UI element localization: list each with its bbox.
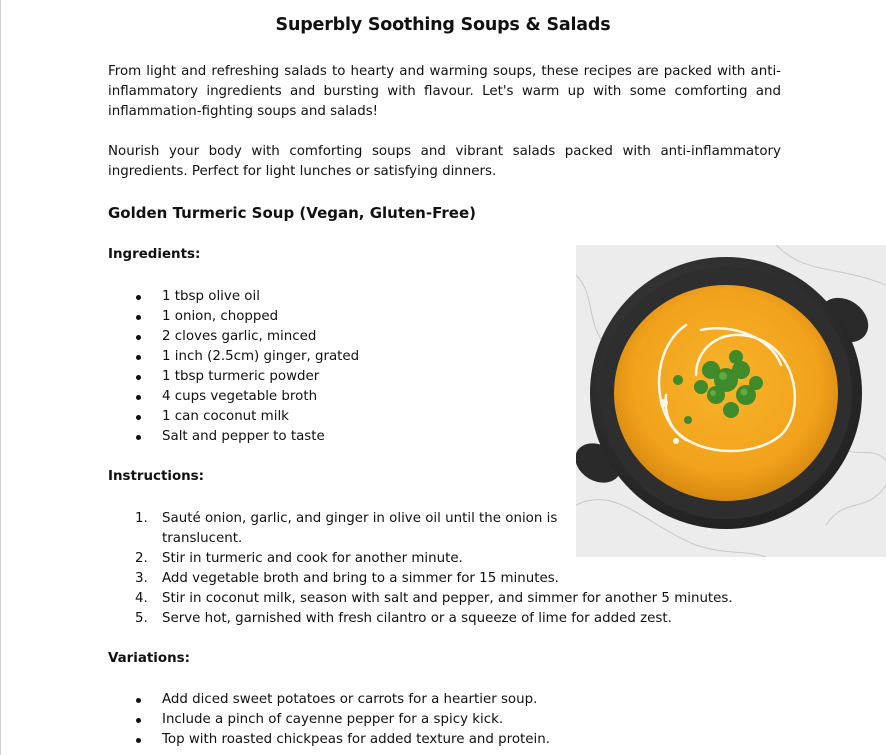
- page-left-border: [0, 0, 1, 755]
- step-text: Add vegetable broth and bring to a simmer for 15 minutes.: [162, 571, 559, 586]
- intro-paragraph-2: Nourish your body with comforting soups and vibrant salads packed with anti-inflammatory ingredients. Perfect for light lunches or satisfying dinners.: [108, 144, 781, 179]
- step-text: Sauté onion, garlic, and ginger in olive oil until the onion is translucent.: [162, 511, 558, 546]
- step-text: Stir in coconut milk, season with salt and pepper, and simmer for another 5 minutes.: [162, 591, 733, 606]
- list-item: [108, 509, 562, 549]
- variations-heading: Variations:: [108, 651, 190, 666]
- list-item: [108, 589, 733, 609]
- cream-drop: [660, 399, 668, 407]
- list-item: 1 tbsp olive oil: [108, 287, 359, 307]
- list-item: 1 tbsp turmeric powder: [108, 367, 359, 387]
- list-item: 4 cups vegetable broth: [108, 387, 359, 407]
- step-number: 2.: [135, 551, 148, 566]
- list-item: 1 onion, chopped: [108, 307, 359, 327]
- soup-photo: [576, 245, 886, 557]
- list-item: 1 can coconut milk: [108, 407, 359, 427]
- step-number: 3.: [135, 571, 148, 586]
- recipe-title: Golden Turmeric Soup (Vegan, Gluten-Free): [108, 204, 476, 222]
- list-item: Add diced sweet potatoes or carrots for a heartier soup.: [108, 690, 550, 710]
- list-item: [108, 609, 733, 629]
- list-item: 2 cloves garlic, minced: [108, 327, 359, 347]
- list-item: 1 inch (2.5cm) ginger, grated: [108, 347, 359, 367]
- page-title: Superbly Soothing Soups & Salads: [275, 15, 611, 35]
- list-item: Salt and pepper to taste: [108, 427, 359, 447]
- ingredients-heading: Ingredients:: [108, 247, 201, 262]
- step-number: 1.: [135, 511, 148, 526]
- cream-drop: [673, 438, 679, 444]
- list-item: Include a pinch of cayenne pepper for a spicy kick.: [108, 710, 550, 730]
- variations-list: [108, 690, 550, 750]
- step-number: 4.: [135, 591, 148, 606]
- step-text: Stir in turmeric and cook for another minute.: [162, 551, 463, 566]
- step-text: Serve hot, garnished with fresh cilantro or a squeeze of lime for added zest.: [162, 611, 672, 626]
- ingredients-list: [108, 287, 359, 447]
- intro-paragraph-1: From light and refreshing salads to hearty and warming soups, these recipes are packed with anti-inflammatory ingredients and bursting with flavour. Let's warm up with some comforting and inflammation-fighting soups and salads!: [108, 64, 781, 119]
- instructions-heading: Instructions:: [108, 469, 205, 484]
- list-item: Top with roasted chickpeas for added texture and protein.: [108, 730, 550, 750]
- soup: [614, 285, 838, 501]
- step-number: 5.: [135, 611, 148, 626]
- list-item: [108, 569, 733, 589]
